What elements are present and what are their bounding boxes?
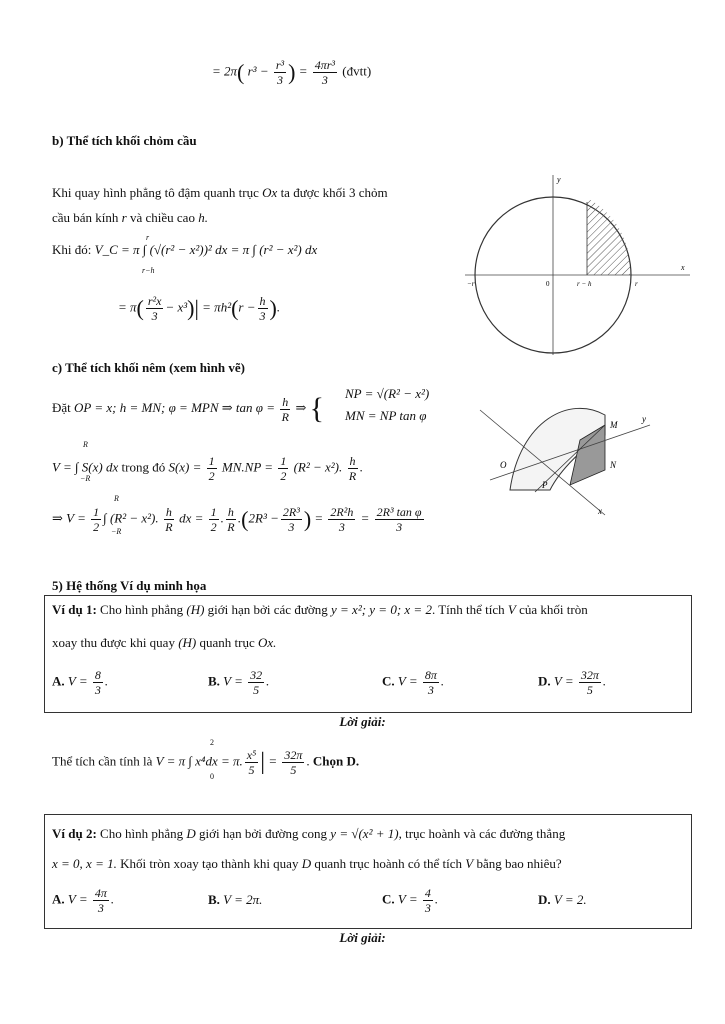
section-b-formula1: Khi đó: V_C = π ∫ (√(r² − x²))² dx = π ∫ (r² − x²) dx [52, 242, 318, 257]
label-y-axis: y [642, 414, 646, 424]
example1-solution-label: Lời giải: [339, 714, 386, 729]
section-c-line1: Đặt OP = x; h = MN; φ = MPN ⇒ tan φ = $\frac{h}{R}$ ⇒ { [52, 392, 325, 425]
label-y: y [557, 175, 561, 184]
label-r-minus-h: r − h [577, 280, 592, 288]
label-x: x [681, 263, 685, 272]
label-neg-r: −r [467, 280, 475, 288]
system-line1: NP = √(R² − x²) [345, 386, 430, 401]
example1-answer-d[interactable]: D. V = $\frac{32\pi}{5}$ . [538, 668, 607, 697]
section-c-heading: c) Thể tích khối nêm (xem hình vẽ) [52, 360, 245, 375]
cap-hatch [587, 190, 637, 275]
example2-line2: x = 0, x = 1. Khối tròn xoay tạo thành khi quay D quanh trục hoành có thể tích V bằng bao nhiêu? [52, 856, 562, 871]
section-b-para2: cầu bán kính r và chiều cao h. [52, 210, 208, 225]
label-m: M [610, 420, 618, 430]
label-r: r [635, 280, 638, 288]
example1-line2: xoay thu được khi quay (H) quanh trục Ox. [52, 635, 277, 650]
figure-circle [465, 170, 695, 360]
section-c-line3: ⇒ V = $\frac{1}{2}$ ∫ (R² − x²). $\frac{h}{R}$ dx = $\frac{1}{2}$ . $\frac{h}{R}$ .(2R³ − $\frac{\text{2R³}}{3}$ ) = $\frac{\text{2R²h}}{3}$ = $\frac{\text{2R³ tan φ}}{3}$ [52, 505, 422, 534]
figure-wedge [470, 380, 660, 520]
section-b-para1: Khi quay hình phẳng tô đậm quanh trục Ox ta được khối 3 chỏm [52, 185, 388, 200]
label-p: P [542, 480, 548, 490]
system-line2: MN = NP tan φ [345, 408, 427, 423]
section-5-heading: 5) Hệ thống Ví dụ minh họa [52, 578, 207, 593]
int3-lower: −R [111, 527, 122, 536]
section-c-line2: V = ∫ S(x) dx trong đó S(x) = $\frac{1}{2}$ MN.NP = $\frac{1}{2}$ (R² − x²). $\frac{h}{R}$ . [52, 454, 363, 483]
example1-line1: Ví dụ 1: Cho hình phẳng (H) giới hạn bởi các đường y = x²; y = 0; x = 2. Tính thể tích V của khối tròn [52, 602, 588, 617]
example1-answer-a[interactable]: A. V = $\frac{8}{3}$ . [52, 668, 109, 697]
top-formula: = 2π( r³ − $\frac{\text{r³}}{3}$ ) = $\frac{\text{4πr³}}{3}$ (đvtt) [212, 58, 372, 87]
example1-answer-c[interactable]: C. V = $\frac{8\pi}{3}$ . [382, 668, 445, 697]
example2-solution-label: Lời giải: [339, 930, 386, 945]
example1-answer-b[interactable]: B. V = $\frac{32}{5}$ . [208, 668, 270, 697]
example1-solution: Thể tích cần tính là V = π ∫ x⁴dx = π. $\frac{\text{x⁵}}{5}$ | = $\frac{32\pi}{5}$ . Chọn D. [52, 748, 360, 777]
int-limit-lower: r−h [142, 266, 155, 275]
example2-answer-b[interactable]: B. V = 2π. [208, 892, 263, 907]
section-b-heading: b) Thể tích khối chỏm cầu [52, 133, 197, 148]
example2-line1: Ví dụ 2: Cho hình phẳng D giới hạn bởi đường cong y = √(x² + 1), trục hoành và các đường thẳng [52, 826, 566, 841]
label-o: 0 [546, 280, 550, 288]
example2-answer-d[interactable]: D. V = 2. [538, 892, 587, 907]
label-n: N [610, 460, 617, 470]
example2-answer-c[interactable]: C. V = $\frac{4}{3}$ . [382, 886, 439, 915]
int3-upper: R [114, 494, 119, 503]
solution-int-lower: 0 [210, 772, 214, 781]
int-limit-upper: r [146, 233, 150, 242]
section-b-formula2: = π( $\frac{\text{r²x}}{3}$ − x³)| = πh²(r − $\frac{h}{3}$ ). [118, 294, 281, 323]
int2-upper: R [83, 440, 88, 449]
label-x-axis: x [598, 506, 602, 516]
example2-answer-a[interactable]: A. V = $\frac{4\pi}{3}$ . [52, 886, 115, 915]
solution-int-upper: 2 [210, 738, 214, 747]
int2-lower: −R [80, 474, 91, 483]
label-o: O [500, 460, 507, 470]
